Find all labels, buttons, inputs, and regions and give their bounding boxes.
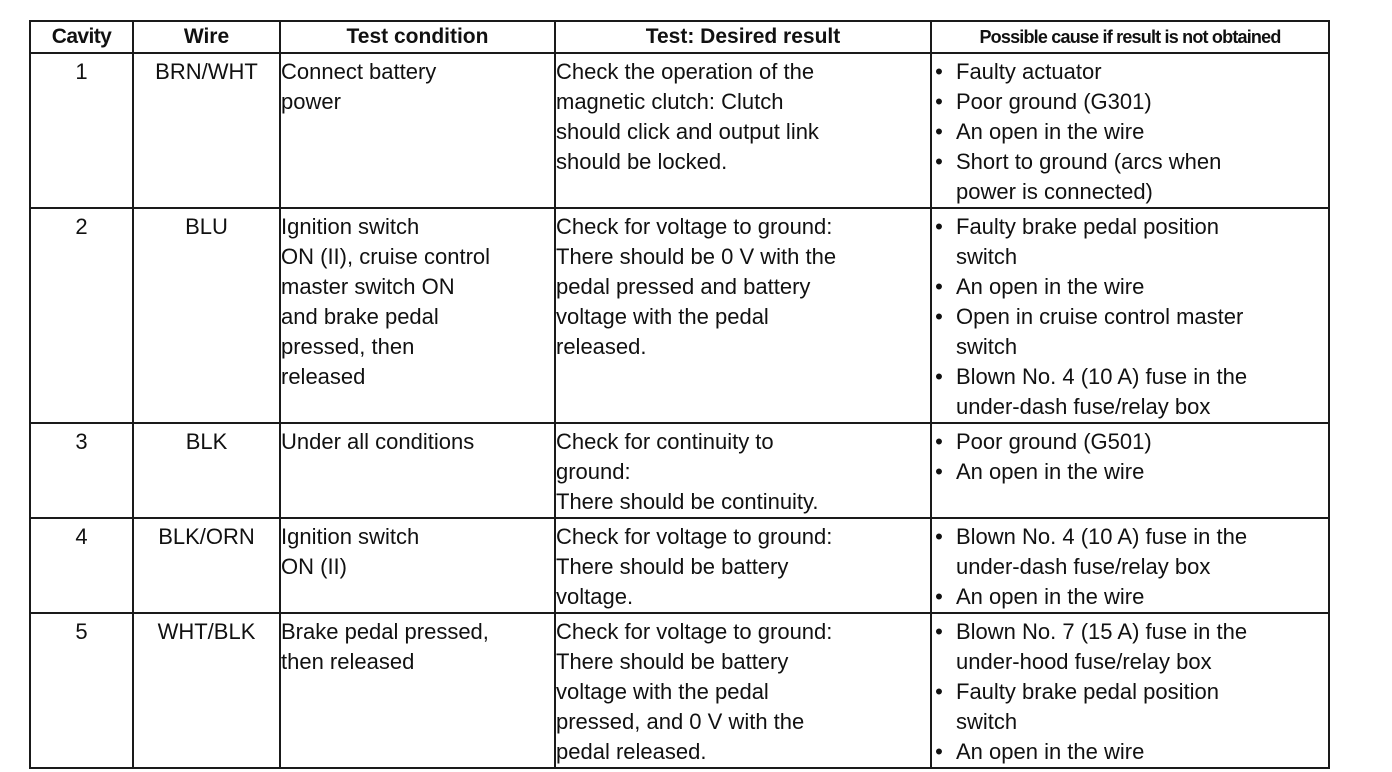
possible-cause-line: An open in the wire	[956, 584, 1145, 609]
possible-cause-list	[932, 522, 1328, 612]
desired-result-line: should be locked.	[556, 149, 728, 174]
desired-result-line: pedal pressed and battery	[556, 274, 811, 299]
test-condition-cell	[280, 208, 555, 423]
bullet-icon: •	[935, 119, 943, 144]
test-condition-line: pressed, then	[281, 334, 415, 359]
test-condition-line: released	[281, 364, 366, 389]
bullet-icon: •	[935, 304, 943, 329]
possible-cause-cell	[931, 518, 1329, 613]
desired-result-cell	[555, 53, 931, 208]
desired-result-line: There should be battery	[556, 649, 789, 674]
possible-cause-list	[932, 427, 1328, 487]
wire-color: BLK	[133, 423, 280, 518]
test-condition-line: ON (II), cruise control	[281, 244, 491, 269]
desired-result-line: should click and output link	[556, 119, 819, 144]
cavity-number: 3	[30, 423, 133, 518]
table-row	[30, 423, 1329, 518]
possible-cause-line: switch	[956, 709, 1018, 734]
possible-cause-item	[932, 617, 1328, 677]
possible-cause-item	[932, 362, 1328, 422]
test-condition-line: and brake pedal	[281, 304, 439, 329]
desired-result-line: There should be continuity.	[556, 489, 819, 514]
possible-cause-line: An open in the wire	[956, 119, 1145, 144]
bullet-icon: •	[935, 524, 943, 549]
possible-cause-item	[932, 302, 1328, 362]
bullet-icon: •	[935, 429, 943, 454]
desired-result-line: Check for voltage to ground:	[556, 619, 833, 644]
bullet-icon: •	[935, 584, 943, 609]
possible-cause-line: Faulty actuator	[956, 59, 1102, 84]
test-condition-line: Connect battery	[281, 59, 437, 84]
test-condition-line: Ignition switch	[281, 524, 420, 549]
cavity-number: 5	[30, 613, 133, 768]
possible-cause-item	[932, 677, 1328, 737]
wire-color: BLU	[133, 208, 280, 423]
bullet-icon: •	[935, 619, 943, 644]
desired-result-line: Check the operation of the	[556, 59, 815, 84]
desired-result-line: pedal released.	[556, 739, 707, 764]
possible-cause-list	[932, 57, 1328, 207]
bullet-icon: •	[935, 274, 943, 299]
desired-result-line: released.	[556, 334, 647, 359]
possible-cause-line: switch	[956, 334, 1018, 359]
possible-cause-list	[932, 212, 1328, 422]
possible-cause-line: Poor ground (G301)	[956, 89, 1152, 114]
test-condition-line: ON (II)	[281, 554, 347, 579]
bullet-icon: •	[935, 214, 943, 239]
possible-cause-item	[932, 57, 1328, 87]
bullet-icon: •	[935, 679, 943, 704]
possible-cause-line: An open in the wire	[956, 274, 1145, 299]
possible-cause-line: under-dash fuse/relay box	[956, 394, 1211, 419]
desired-result-line: ground:	[556, 459, 631, 484]
possible-cause-line: Blown No. 7 (15 A) fuse in the	[956, 619, 1248, 644]
cavity-number: 1	[30, 53, 133, 208]
possible-cause-line: Faulty brake pedal position	[956, 214, 1219, 239]
test-condition-line: power	[281, 89, 341, 114]
header-cavity: Cavity	[30, 21, 133, 53]
possible-cause-item	[932, 522, 1328, 582]
test-condition-line: Under all conditions	[281, 429, 475, 454]
bullet-icon: •	[935, 459, 943, 484]
possible-cause-list	[932, 617, 1328, 767]
desired-result-line: There should be 0 V with the	[556, 244, 837, 269]
header-desired-result: Test: Desired result	[555, 21, 931, 53]
possible-cause-item	[932, 117, 1328, 147]
possible-cause-cell	[931, 423, 1329, 518]
header-wire: Wire	[133, 21, 280, 53]
desired-result-line: There should be battery	[556, 554, 789, 579]
test-condition-line: master switch ON	[281, 274, 455, 299]
possible-cause-item	[932, 457, 1328, 487]
table-row	[30, 53, 1329, 208]
test-condition-line: Ignition switch	[281, 214, 420, 239]
test-condition-cell	[280, 423, 555, 518]
desired-result-cell	[555, 518, 931, 613]
possible-cause-line: An open in the wire	[956, 739, 1145, 764]
desired-result-cell	[555, 613, 931, 768]
desired-result-line: voltage.	[556, 584, 634, 609]
test-condition-line: Brake pedal pressed,	[281, 619, 489, 644]
test-condition-cell	[280, 53, 555, 208]
possible-cause-line: Short to ground (arcs when	[956, 149, 1222, 174]
bullet-icon: •	[935, 149, 943, 174]
possible-cause-cell	[931, 208, 1329, 423]
possible-cause-item	[932, 582, 1328, 612]
possible-cause-line: under-dash fuse/relay box	[956, 554, 1211, 579]
cavity-number: 2	[30, 208, 133, 423]
possible-cause-line: under-hood fuse/relay box	[956, 649, 1212, 674]
wire-color: WHT/BLK	[133, 613, 280, 768]
possible-cause-item	[932, 272, 1328, 302]
possible-cause-item	[932, 212, 1328, 272]
table-row	[30, 518, 1329, 613]
desired-result-cell	[555, 208, 931, 423]
table-row	[30, 208, 1329, 423]
possible-cause-line: Open in cruise control master	[956, 304, 1244, 329]
desired-result-line: Check for voltage to ground:	[556, 214, 833, 239]
wire-color: BLK/ORN	[133, 518, 280, 613]
bullet-icon: •	[935, 89, 943, 114]
header-test-condition: Test condition	[280, 21, 555, 53]
desired-result-line: Check for voltage to ground:	[556, 524, 833, 549]
desired-result-line: voltage with the pedal	[556, 304, 769, 329]
bullet-icon: •	[935, 59, 943, 84]
desired-result-cell	[555, 423, 931, 518]
desired-result-line: Check for continuity to	[556, 429, 774, 454]
test-condition-line: then released	[281, 649, 415, 674]
possible-cause-line: Faulty brake pedal position	[956, 679, 1219, 704]
possible-cause-cell	[931, 53, 1329, 208]
possible-cause-item	[932, 737, 1328, 767]
possible-cause-line: Blown No. 4 (10 A) fuse in the	[956, 524, 1248, 549]
test-condition-cell	[280, 613, 555, 768]
header-row	[30, 21, 1329, 53]
possible-cause-line: Blown No. 4 (10 A) fuse in the	[956, 364, 1248, 389]
cavity-number: 4	[30, 518, 133, 613]
possible-cause-line: Poor ground (G501)	[956, 429, 1152, 454]
bullet-icon: •	[935, 364, 943, 389]
header-possible-cause: Possible cause if result is not obtained	[931, 21, 1329, 53]
possible-cause-item	[932, 427, 1328, 457]
possible-cause-line: An open in the wire	[956, 459, 1145, 484]
desired-result-line: voltage with the pedal	[556, 679, 769, 704]
desired-result-line: pressed, and 0 V with the	[556, 709, 805, 734]
table-row	[30, 613, 1329, 768]
desired-result-line: magnetic clutch: Clutch	[556, 89, 784, 114]
possible-cause-item	[932, 87, 1328, 117]
wire-color: BRN/WHT	[133, 53, 280, 208]
possible-cause-item	[932, 147, 1328, 207]
possible-cause-line: switch	[956, 244, 1018, 269]
connector-test-table	[29, 20, 1330, 769]
possible-cause-line: power is connected)	[956, 179, 1153, 204]
test-condition-cell	[280, 518, 555, 613]
bullet-icon: •	[935, 739, 943, 764]
possible-cause-cell	[931, 613, 1329, 768]
